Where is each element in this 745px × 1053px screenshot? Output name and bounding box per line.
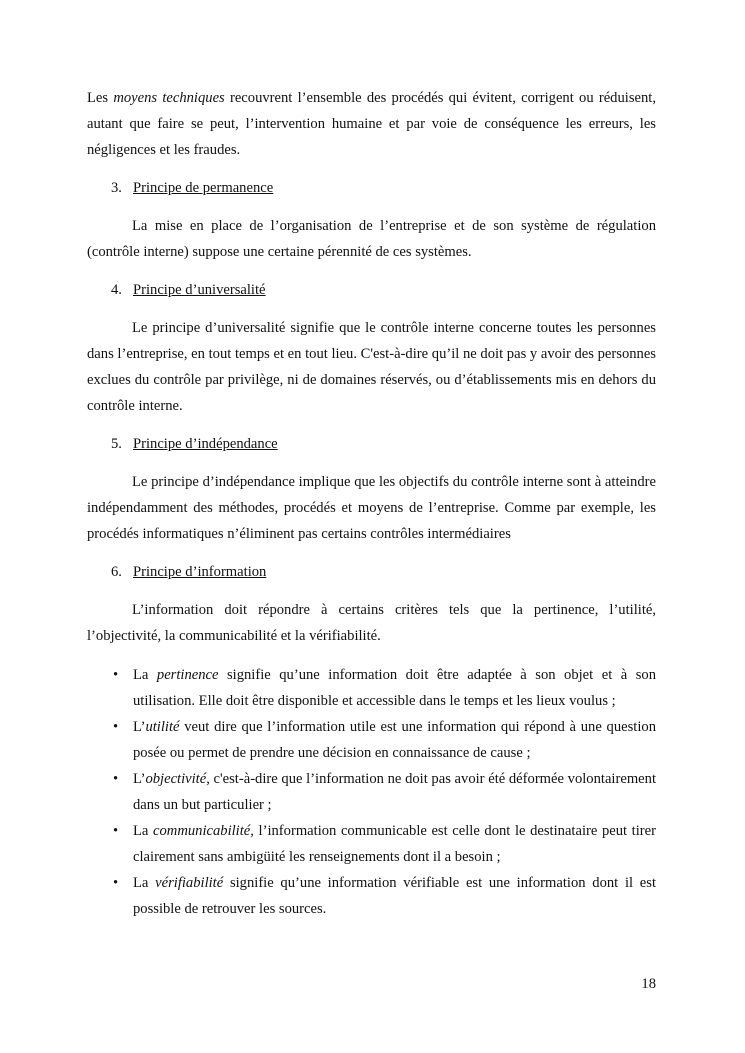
heading-independance	[111, 431, 278, 457]
page-number: 18	[641, 976, 656, 992]
heading-information	[111, 559, 266, 585]
heading-number: 3.	[111, 180, 122, 196]
bullet-icon: •	[113, 719, 119, 735]
emphasis: communicabilité	[153, 823, 251, 839]
heading-title: Principe d’information	[133, 564, 267, 580]
paragraph-independance: Le principe d’indépendance implique que les objectifs du contrôle interne sont à atteindre indépendamment des méthodes, procédés et moyens de l’entreprise. Comme par exemple, les procédés informatiques n’éliminent pas certains contrôles intermédiaires	[87, 474, 656, 542]
paragraph-moyens-techniques	[87, 85, 656, 163]
text: Les	[87, 90, 114, 106]
bullet-icon: •	[113, 667, 119, 683]
heading-title: Principe d’indépendance	[133, 436, 278, 452]
text: , l’information communicable est celle dont le destinataire peut tirer clairement sans ambigüité les renseignements dont il a besoin ;	[133, 823, 656, 865]
heading-title: Principe de permanence	[133, 180, 274, 196]
heading-number: 4.	[111, 282, 122, 298]
paragraph-permanence: La mise en place de l’organisation de l’entreprise et de son système de régulation (contrôle interne) suppose une certaine pérennité de ces systèmes.	[87, 218, 656, 260]
list-item	[87, 766, 656, 818]
text: recouvrent l’ensemble des procédés qui évitent, corrigent ou réduisent, autant que faire se peut, l’intervention humaine et par voie de conséquence les erreurs, les négligences et les fraudes.	[87, 90, 656, 158]
emphasis: moyens techniques	[113, 90, 225, 106]
list-item	[87, 662, 656, 714]
emphasis: vérifiabilité	[155, 875, 224, 891]
heading-number: 5.	[111, 436, 122, 452]
text: , c'est-à-dire que l’information ne doit pas avoir été déformée volontairement dans un but particulier ;	[133, 771, 656, 813]
bullet-icon: •	[113, 875, 119, 891]
text: signifie qu’une information doit être adaptée à son objet et à son utilisation. Elle doit être disponible et accessible dans le temps et les lieux voulus ;	[133, 667, 656, 709]
emphasis: utilité	[145, 719, 180, 735]
list-item	[87, 818, 656, 870]
list-item	[87, 714, 656, 766]
heading-number: 6.	[111, 564, 122, 580]
bullet-icon: •	[113, 823, 119, 839]
emphasis: objectivité	[145, 771, 207, 787]
text: La	[133, 667, 157, 683]
text: La	[133, 823, 153, 839]
emphasis: pertinence	[156, 667, 219, 683]
heading-universalite	[111, 277, 266, 303]
criteria-list	[87, 662, 656, 922]
text: veut dire que l’information utile est une information qui répond à une question posée ou permet de prendre une décision en connaissance de cause ;	[133, 719, 656, 761]
text: La	[133, 875, 156, 891]
bullet-icon: •	[113, 771, 119, 787]
text: L’	[133, 771, 146, 787]
text: signifie qu’une information vérifiable est une information dont il est possible de retrouver les sources.	[133, 875, 656, 917]
heading-title: Principe d’universalité	[133, 282, 266, 298]
paragraph-universalite: Le principe d’universalité signifie que le contrôle interne concerne toutes les personnes dans l’entreprise, en tout temps et en tout lieu. C'est-à-dire qu’il ne doit pas y avoir des personnes exclues du contrôle par privilège, ni de domaines réservés, ou d’établissements mis en dehors du contrôle interne.	[87, 320, 656, 414]
heading-permanence	[111, 175, 273, 201]
list-item	[87, 870, 656, 922]
paragraph-information: L’information doit répondre à certains critères tels que la pertinence, l’utilité, l’objectivité, la communicabilité et la vérifiabilité.	[87, 602, 656, 644]
text: L’	[133, 719, 146, 735]
